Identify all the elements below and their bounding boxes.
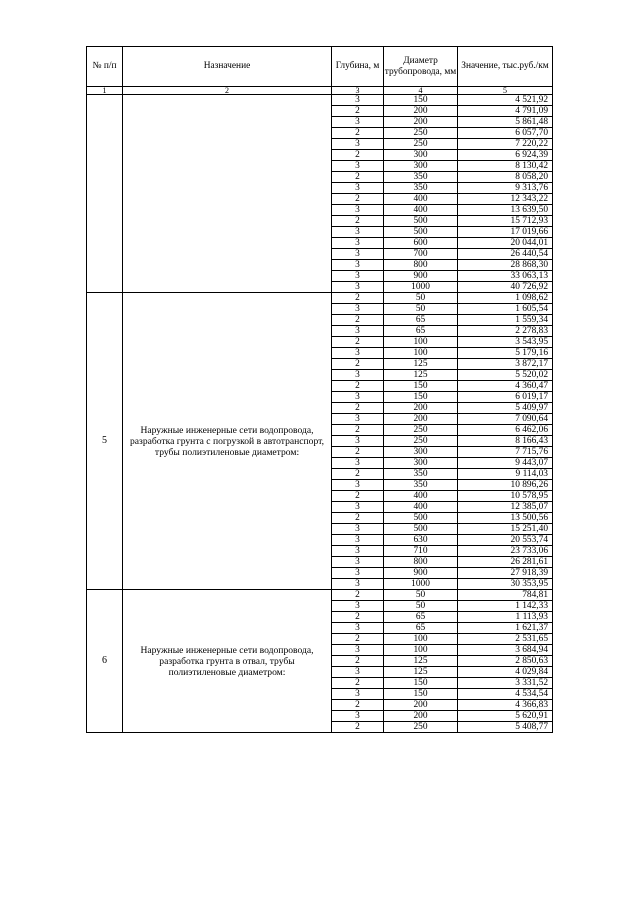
diameter-cell: 250 (384, 722, 458, 733)
value-cell: 9 313,76 (458, 183, 553, 194)
rates-table (86, 46, 553, 733)
depth-cell: 3 (332, 260, 384, 271)
value-cell: 33 063,13 (458, 271, 553, 282)
depth-cell: 3 (332, 271, 384, 282)
diameter-cell: 350 (384, 172, 458, 183)
value-cell: 7 090,64 (458, 414, 553, 425)
diameter-cell: 250 (384, 436, 458, 447)
diameter-cell: 50 (384, 590, 458, 601)
depth-cell: 3 (332, 524, 384, 535)
value-cell: 8 058,20 (458, 172, 553, 183)
diameter-cell: 800 (384, 557, 458, 568)
header-value: Значение, тыс.руб./км (458, 47, 553, 87)
value-cell: 4 029,84 (458, 667, 553, 678)
value-cell: 1 113,93 (458, 612, 553, 623)
depth-cell: 2 (332, 150, 384, 161)
depth-cell: 3 (332, 480, 384, 491)
value-cell: 20 553,74 (458, 535, 553, 546)
diameter-cell: 630 (384, 535, 458, 546)
value-cell: 4 366,83 (458, 700, 553, 711)
diameter-cell: 250 (384, 425, 458, 436)
diameter-cell: 100 (384, 337, 458, 348)
header-diameter: Диаметр трубопровода, мм (384, 47, 458, 87)
item-description (123, 95, 332, 293)
item-number (87, 95, 123, 293)
diameter-cell: 500 (384, 227, 458, 238)
value-cell: 5 861,48 (458, 117, 553, 128)
diameter-cell: 200 (384, 106, 458, 117)
diameter-cell: 600 (384, 238, 458, 249)
value-cell: 5 620,91 (458, 711, 553, 722)
diameter-cell: 400 (384, 194, 458, 205)
diameter-cell: 250 (384, 128, 458, 139)
diameter-cell: 1000 (384, 579, 458, 590)
depth-cell: 3 (332, 458, 384, 469)
rates-table-sheet (86, 46, 553, 733)
value-cell: 3 872,17 (458, 359, 553, 370)
value-cell: 2 531,65 (458, 634, 553, 645)
depth-cell: 2 (332, 513, 384, 524)
depth-cell: 2 (332, 172, 384, 183)
item-number: 5 (87, 293, 123, 590)
item-number: 6 (87, 590, 123, 733)
depth-cell: 3 (332, 348, 384, 359)
value-cell: 12 385,07 (458, 502, 553, 513)
value-cell: 9 443,07 (458, 458, 553, 469)
depth-cell: 3 (332, 139, 384, 150)
depth-cell: 3 (332, 546, 384, 557)
header-row (87, 47, 553, 87)
diameter-cell: 200 (384, 403, 458, 414)
diameter-cell: 500 (384, 513, 458, 524)
depth-cell: 3 (332, 205, 384, 216)
value-cell: 4 521,92 (458, 95, 553, 106)
diameter-cell: 710 (384, 546, 458, 557)
table-row (87, 293, 553, 304)
column-index: 1 (87, 87, 123, 95)
diameter-cell: 500 (384, 524, 458, 535)
value-cell: 5 408,77 (458, 722, 553, 733)
depth-cell: 3 (332, 557, 384, 568)
depth-cell: 3 (332, 568, 384, 579)
diameter-cell: 125 (384, 359, 458, 370)
diameter-cell: 900 (384, 568, 458, 579)
depth-cell: 3 (332, 623, 384, 634)
diameter-cell: 350 (384, 183, 458, 194)
diameter-cell: 300 (384, 458, 458, 469)
value-cell: 3 543,95 (458, 337, 553, 348)
diameter-cell: 150 (384, 381, 458, 392)
diameter-cell: 150 (384, 689, 458, 700)
value-cell: 12 343,22 (458, 194, 553, 205)
value-cell: 6 462,06 (458, 425, 553, 436)
header-depth: Глубина, м (332, 47, 384, 87)
value-cell: 6 924,39 (458, 150, 553, 161)
depth-cell: 3 (332, 183, 384, 194)
depth-cell: 3 (332, 161, 384, 172)
value-cell: 30 353,95 (458, 579, 553, 590)
diameter-cell: 400 (384, 205, 458, 216)
value-cell: 6 019,17 (458, 392, 553, 403)
diameter-cell: 100 (384, 348, 458, 359)
value-cell: 6 057,70 (458, 128, 553, 139)
diameter-cell: 200 (384, 414, 458, 425)
depth-cell: 2 (332, 425, 384, 436)
diameter-cell: 150 (384, 678, 458, 689)
value-cell: 17 019,66 (458, 227, 553, 238)
value-cell: 2 278,83 (458, 326, 553, 337)
depth-cell: 3 (332, 392, 384, 403)
depth-cell: 3 (332, 370, 384, 381)
table-row (87, 95, 553, 106)
diameter-cell: 200 (384, 117, 458, 128)
diameter-cell: 900 (384, 271, 458, 282)
depth-cell: 2 (332, 337, 384, 348)
diameter-cell: 200 (384, 700, 458, 711)
depth-cell: 3 (332, 535, 384, 546)
diameter-cell: 300 (384, 447, 458, 458)
value-cell: 3 684,94 (458, 645, 553, 656)
depth-cell: 2 (332, 194, 384, 205)
value-cell: 15 251,40 (458, 524, 553, 535)
value-cell: 10 578,95 (458, 491, 553, 502)
diameter-cell: 400 (384, 491, 458, 502)
diameter-cell: 300 (384, 161, 458, 172)
depth-cell: 3 (332, 689, 384, 700)
depth-cell: 2 (332, 469, 384, 480)
depth-cell: 2 (332, 216, 384, 227)
diameter-cell: 125 (384, 656, 458, 667)
diameter-cell: 700 (384, 249, 458, 260)
diameter-cell: 150 (384, 95, 458, 106)
diameter-cell: 125 (384, 370, 458, 381)
depth-cell: 3 (332, 414, 384, 425)
depth-cell: 2 (332, 722, 384, 733)
diameter-cell: 50 (384, 293, 458, 304)
diameter-cell: 350 (384, 480, 458, 491)
diameter-cell: 150 (384, 392, 458, 403)
column-index: 3 (332, 87, 384, 95)
diameter-cell: 1000 (384, 282, 458, 293)
depth-cell: 3 (332, 117, 384, 128)
depth-cell: 2 (332, 359, 384, 370)
value-cell: 4 360,47 (458, 381, 553, 392)
depth-cell: 2 (332, 678, 384, 689)
header-no: № п/п (87, 47, 123, 87)
value-cell: 9 114,03 (458, 469, 553, 480)
diameter-cell: 250 (384, 139, 458, 150)
diameter-cell: 500 (384, 216, 458, 227)
column-index: 5 (458, 87, 553, 95)
diameter-cell: 400 (384, 502, 458, 513)
depth-cell: 3 (332, 667, 384, 678)
depth-cell: 3 (332, 95, 384, 106)
value-cell: 784,81 (458, 590, 553, 601)
column-index-row (87, 87, 553, 95)
diameter-cell: 800 (384, 260, 458, 271)
value-cell: 1 142,33 (458, 601, 553, 612)
value-cell: 13 500,56 (458, 513, 553, 524)
value-cell: 8 166,43 (458, 436, 553, 447)
depth-cell: 2 (332, 590, 384, 601)
value-cell: 23 733,06 (458, 546, 553, 557)
depth-cell: 2 (332, 315, 384, 326)
diameter-cell: 100 (384, 645, 458, 656)
diameter-cell: 50 (384, 304, 458, 315)
value-cell: 1 098,62 (458, 293, 553, 304)
value-cell: 40 726,92 (458, 282, 553, 293)
column-index: 4 (384, 87, 458, 95)
value-cell: 5 179,16 (458, 348, 553, 359)
depth-cell: 2 (332, 381, 384, 392)
table-body (87, 95, 553, 733)
depth-cell: 3 (332, 304, 384, 315)
table-row (87, 590, 553, 601)
item-description: Наружные инженерные сети водопровода, разработка грунта в отвал, трубы полиэтиленовые диаметром: (123, 590, 332, 733)
depth-cell: 2 (332, 700, 384, 711)
value-cell: 20 044,01 (458, 238, 553, 249)
diameter-cell: 65 (384, 315, 458, 326)
diameter-cell: 65 (384, 623, 458, 634)
diameter-cell: 100 (384, 634, 458, 645)
diameter-cell: 200 (384, 711, 458, 722)
value-cell: 7 220,22 (458, 139, 553, 150)
depth-cell: 2 (332, 656, 384, 667)
value-cell: 4 791,09 (458, 106, 553, 117)
depth-cell: 3 (332, 436, 384, 447)
depth-cell: 3 (332, 579, 384, 590)
value-cell: 7 715,76 (458, 447, 553, 458)
depth-cell: 2 (332, 612, 384, 623)
header-name: Назначение (123, 47, 332, 87)
item-description: Наружные инженерные сети водопровода, разработка грунта с погрузкой в автотранспорт, трубы полиэтиленовые диаметром: (123, 293, 332, 590)
depth-cell: 2 (332, 634, 384, 645)
depth-cell: 2 (332, 106, 384, 117)
depth-cell: 3 (332, 601, 384, 612)
value-cell: 3 331,52 (458, 678, 553, 689)
depth-cell: 2 (332, 293, 384, 304)
depth-cell: 2 (332, 491, 384, 502)
value-cell: 2 850,63 (458, 656, 553, 667)
value-cell: 1 605,54 (458, 304, 553, 315)
depth-cell: 3 (332, 238, 384, 249)
value-cell: 13 639,50 (458, 205, 553, 216)
depth-cell: 3 (332, 502, 384, 513)
depth-cell: 3 (332, 282, 384, 293)
value-cell: 1 559,34 (458, 315, 553, 326)
value-cell: 5 409,97 (458, 403, 553, 414)
value-cell: 5 520,02 (458, 370, 553, 381)
value-cell: 15 712,93 (458, 216, 553, 227)
depth-cell: 2 (332, 447, 384, 458)
value-cell: 26 281,61 (458, 557, 553, 568)
depth-cell: 2 (332, 403, 384, 414)
depth-cell: 3 (332, 326, 384, 337)
depth-cell: 3 (332, 227, 384, 238)
diameter-cell: 50 (384, 601, 458, 612)
depth-cell: 3 (332, 645, 384, 656)
value-cell: 27 918,39 (458, 568, 553, 579)
value-cell: 28 868,30 (458, 260, 553, 271)
value-cell: 4 534,54 (458, 689, 553, 700)
diameter-cell: 350 (384, 469, 458, 480)
value-cell: 1 621,37 (458, 623, 553, 634)
depth-cell: 3 (332, 249, 384, 260)
diameter-cell: 125 (384, 667, 458, 678)
diameter-cell: 300 (384, 150, 458, 161)
value-cell: 26 440,54 (458, 249, 553, 260)
diameter-cell: 65 (384, 612, 458, 623)
depth-cell: 2 (332, 128, 384, 139)
depth-cell: 3 (332, 711, 384, 722)
diameter-cell: 65 (384, 326, 458, 337)
value-cell: 10 896,26 (458, 480, 553, 491)
value-cell: 8 130,42 (458, 161, 553, 172)
column-index: 2 (123, 87, 332, 95)
